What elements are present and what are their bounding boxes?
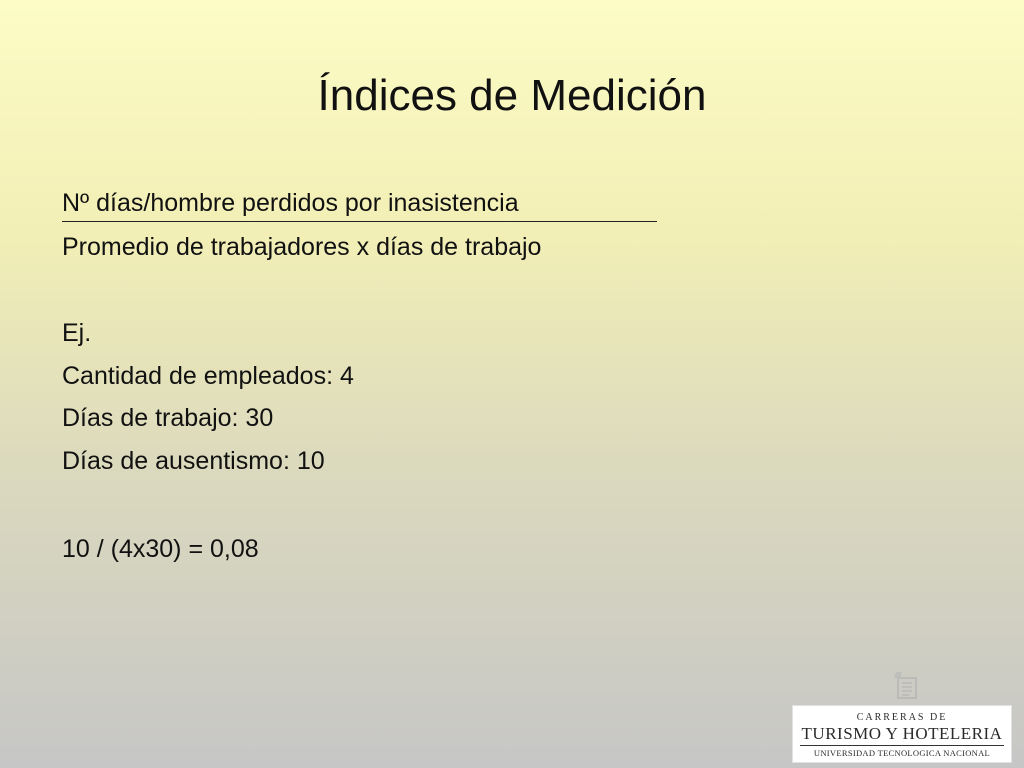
formula-numerator: Nº días/hombre perdidos por inasistencia [62,189,519,217]
fraction-divider [62,221,657,222]
example-absence-days: Días de ausentismo: 10 [62,447,325,475]
logo-divider [800,745,1004,746]
example-label: Ej. [62,319,92,347]
slide-title: Índices de Medición [317,71,707,120]
university-logo [792,705,1012,763]
logo-line-carreras: CARRERAS DE [856,712,948,723]
example-work-days: Días de trabajo: 30 [62,404,274,432]
logo-line-turismo: TURISMO Y HOTELERIA [801,724,1003,743]
logo-line-universidad: UNIVERSIDAD TECNOLOGICA NACIONAL [813,748,991,758]
document-icon[interactable] [888,670,922,700]
formula-denominator: Promedio de trabajadores x días de trabajo [62,233,542,261]
example-result: 10 / (4x30) = 0,08 [62,535,259,563]
example-employees: Cantidad de empleados: 4 [62,362,354,390]
